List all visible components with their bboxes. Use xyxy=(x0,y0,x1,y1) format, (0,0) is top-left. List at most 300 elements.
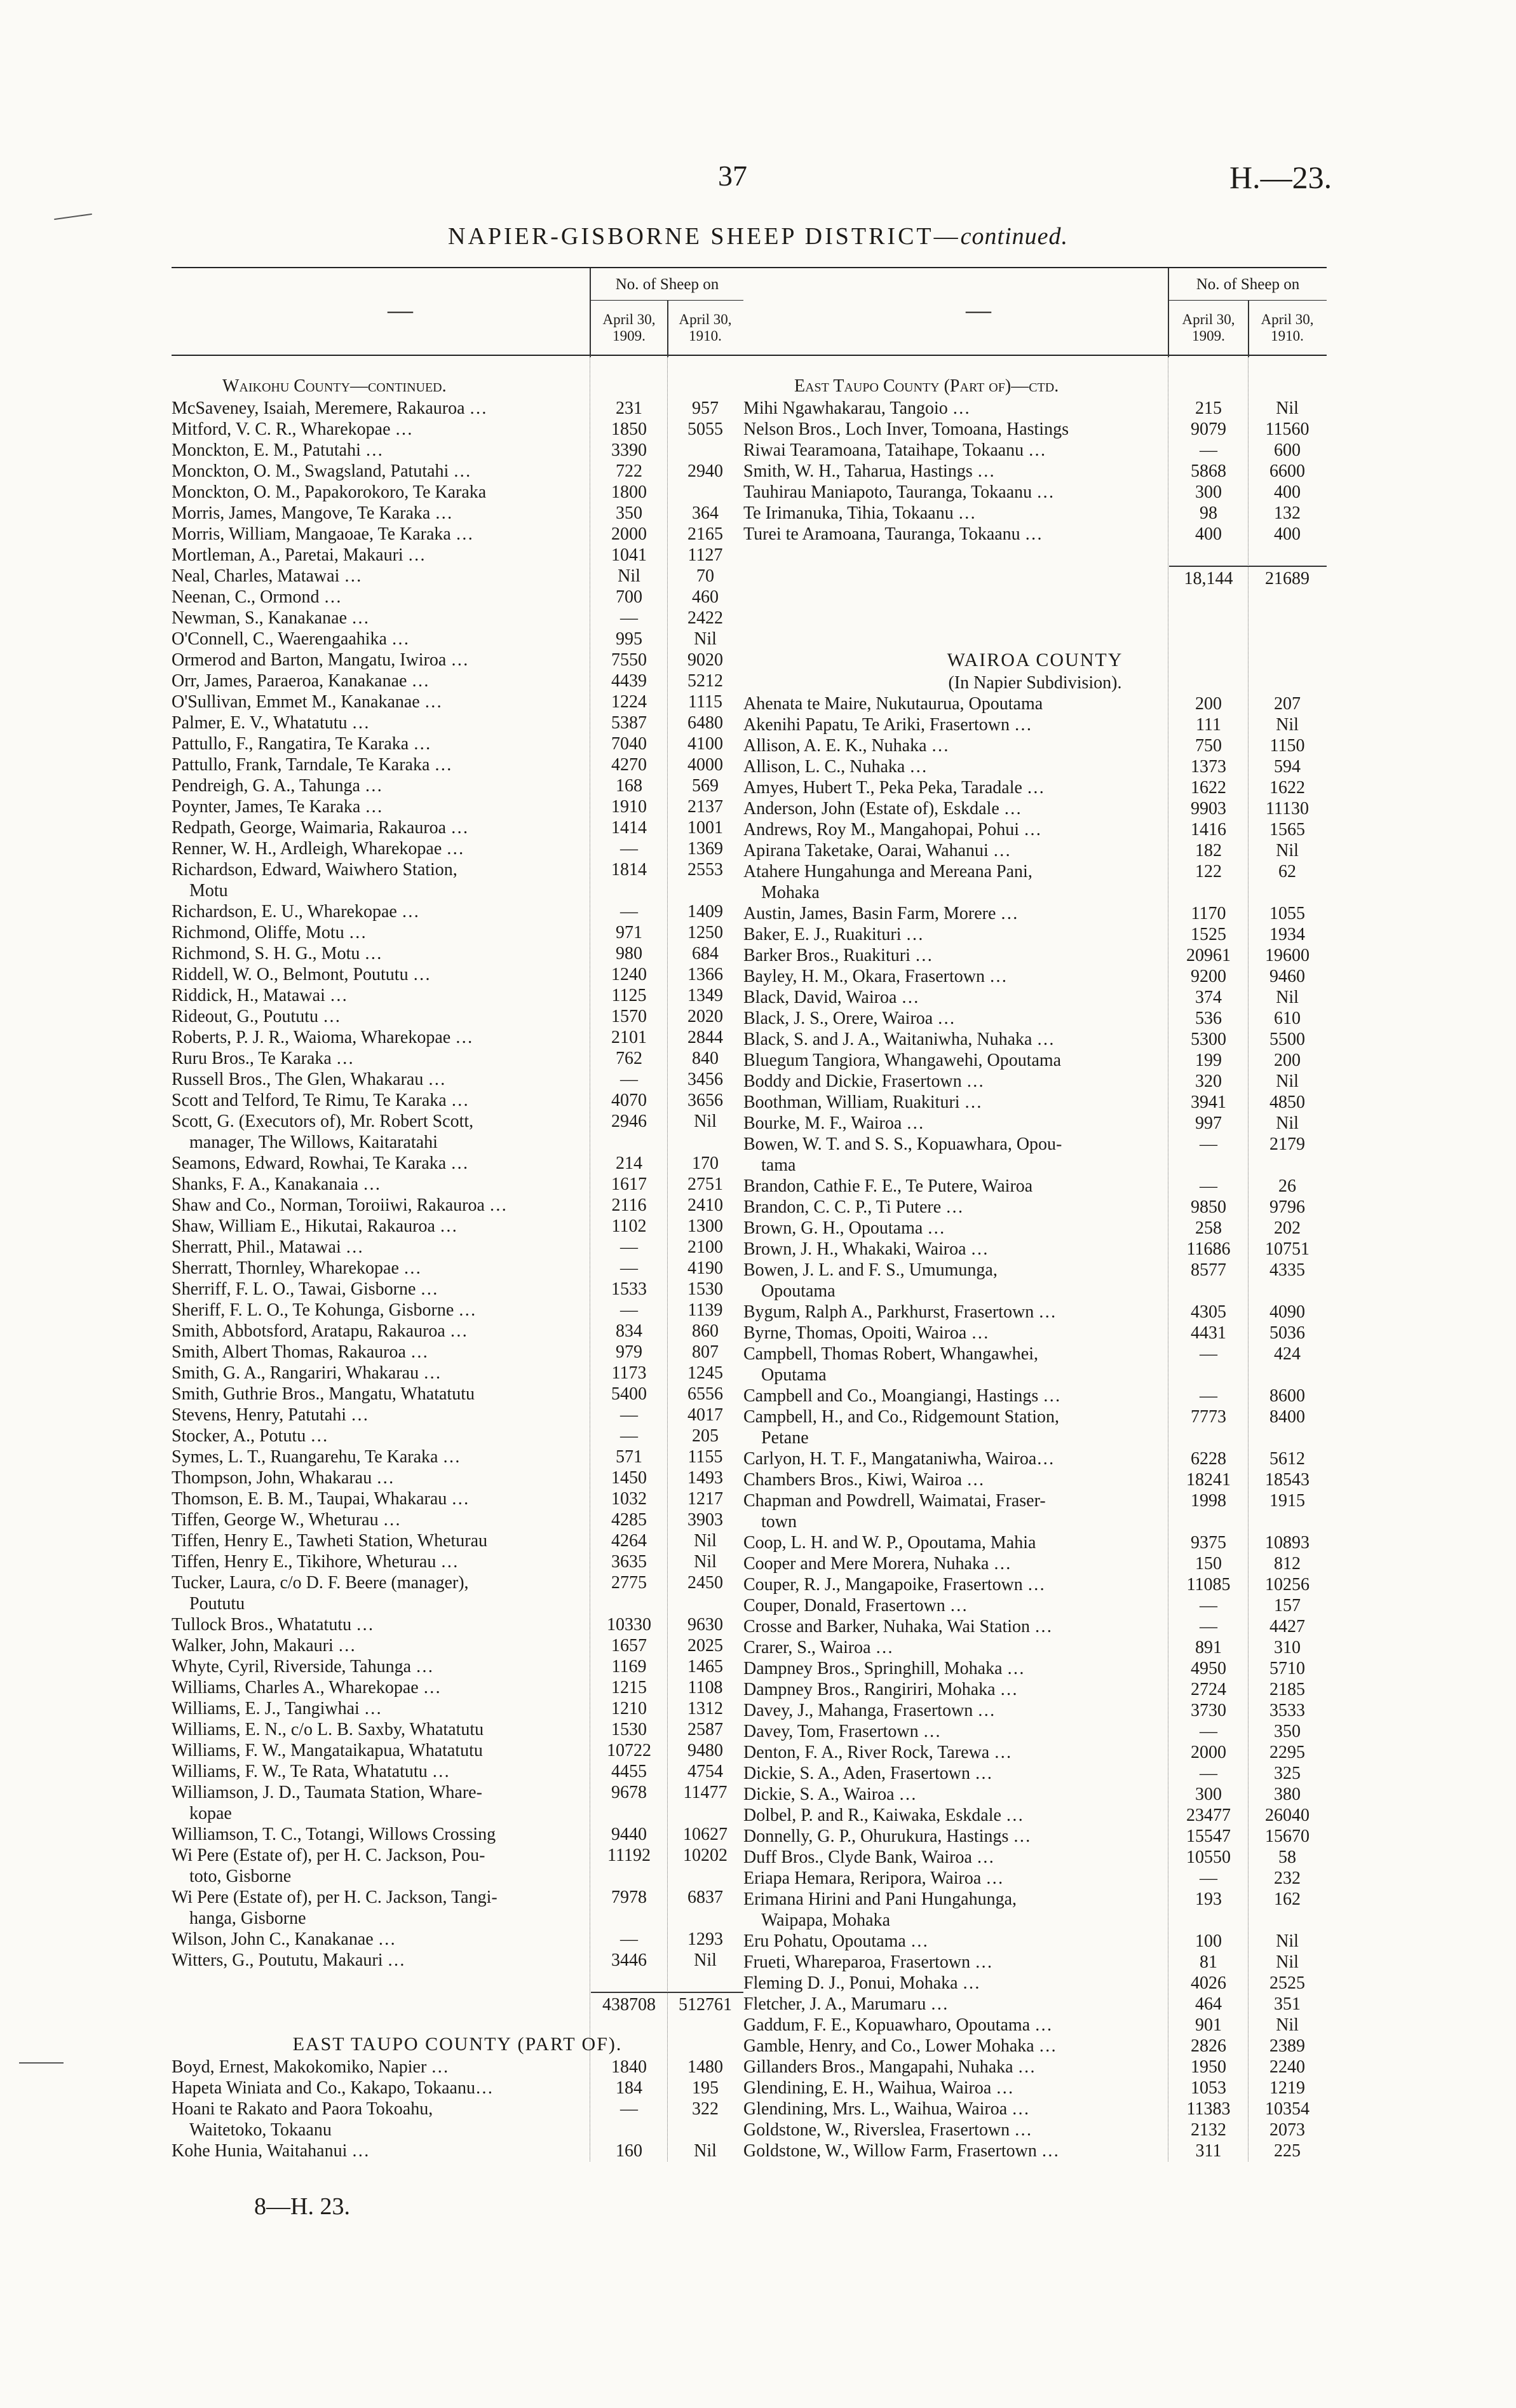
title-italic: continued. xyxy=(960,223,1068,250)
table-row xyxy=(172,608,743,629)
entry-name: Goldstone, W., Riverslea, Frasertown … xyxy=(743,2120,1032,2140)
sheep-1909: 81 xyxy=(1200,1952,1217,1972)
entry-name: Pattullo, F., Rangatira, Te Karaka … xyxy=(172,734,431,754)
table-row xyxy=(743,1637,1327,1658)
table-row xyxy=(172,1740,743,1761)
entry-name: Bowen, W. T. and S. S., Kopuawhara, Opou- xyxy=(743,1134,1062,1154)
sheep-1910: 3456 xyxy=(687,1070,723,1089)
entry-name: Motu xyxy=(189,881,228,901)
table-row xyxy=(172,1006,743,1027)
entry-name: Williams, F. W., Mangataikapua, Whatatutu xyxy=(172,1741,483,1760)
sheep-1910: 10893 xyxy=(1265,1533,1310,1553)
margin-mark-top xyxy=(54,214,92,220)
entry-name: Bourke, M. F., Wairoa … xyxy=(743,1113,924,1133)
page-title xyxy=(0,222,1516,250)
entry-name: Pendreigh, G. A., Tahunga … xyxy=(172,776,382,796)
sheep-1909: 18,144 xyxy=(1184,569,1233,588)
entry-name: Palmer, E. V., Whatatutu … xyxy=(172,713,370,733)
sheep-1909: 214 xyxy=(616,1153,642,1173)
table-row xyxy=(172,1887,743,1908)
entry-name: Oputama xyxy=(761,1365,827,1385)
entry-name: Riddick, H., Matawai … xyxy=(172,986,348,1005)
sheep-1910: Nil xyxy=(1276,1952,1299,1972)
table-row xyxy=(172,754,743,775)
table-row xyxy=(172,1866,743,1887)
entry-name: Shanks, F. A., Kanakanaia … xyxy=(172,1174,381,1194)
table-row xyxy=(743,1889,1327,1910)
sheep-1909: 1800 xyxy=(611,482,647,502)
table-row xyxy=(743,945,1327,966)
entry-name: Frueti, Whareparoa, Frasertown … xyxy=(743,1952,993,1972)
sheep-1910: 8600 xyxy=(1269,1386,1305,1406)
table-row xyxy=(743,1616,1327,1637)
table-row xyxy=(743,1469,1327,1490)
sheep-1909: 901 xyxy=(1195,2015,1222,2035)
sheep-1910: 2553 xyxy=(687,860,723,880)
sheep-1910: 1622 xyxy=(1269,778,1305,798)
table-row xyxy=(743,2036,1327,2057)
entry-name: Smith, G. A., Rangariri, Whakarau … xyxy=(172,1363,442,1383)
table-row xyxy=(172,419,743,440)
sheep-1909: 1210 xyxy=(611,1699,647,1718)
sheep-1910: 5710 xyxy=(1269,1659,1305,1678)
entry-name: Bygum, Ralph A., Parkhurst, Frasertown … xyxy=(743,1302,1057,1322)
sheep-1910: 2587 xyxy=(687,1720,723,1739)
table-row xyxy=(743,903,1327,924)
table-row xyxy=(172,1845,743,1866)
sheep-1909: 3446 xyxy=(611,1950,647,1970)
table-row xyxy=(743,1406,1327,1427)
sheep-1910: 400 xyxy=(1274,482,1301,502)
sheep-1910: 195 xyxy=(692,2078,719,2098)
table-row xyxy=(172,1908,743,1929)
sheep-1910: 1108 xyxy=(687,1678,723,1697)
sheep-1910: Nil xyxy=(694,1552,717,1572)
sheep-1909: 5300 xyxy=(1191,1030,1226,1049)
sheep-1910: 424 xyxy=(1274,1344,1301,1364)
sheep-1910: 6556 xyxy=(687,1384,723,1404)
entry-name: Brown, J. H., Whakaki, Wairoa … xyxy=(743,1239,989,1259)
table-row xyxy=(172,712,743,733)
left-header-divider-b xyxy=(667,300,668,357)
entry-name: Andrews, Roy M., Mangahopai, Pohui … xyxy=(743,820,1041,840)
table-row xyxy=(172,1111,743,1132)
sheep-1910: 207 xyxy=(1274,694,1301,714)
sheep-1910: 70 xyxy=(696,566,714,586)
entry-name: Akenihi Papatu, Te Ariki, Frasertown … xyxy=(743,715,1032,735)
sheep-1910: Nil xyxy=(694,629,717,649)
sheep-1909: — xyxy=(620,608,638,628)
sheep-1909: 995 xyxy=(616,629,642,649)
table-row xyxy=(743,1176,1327,1197)
sheep-1910: 2165 xyxy=(687,524,723,544)
table-row xyxy=(743,1973,1327,1994)
left-header-dash: — xyxy=(388,296,413,324)
table-row xyxy=(172,901,743,922)
entry-name: tama xyxy=(761,1155,796,1175)
entry-name: Campbell, H., and Co., Ridgemount Station, xyxy=(743,1407,1059,1427)
sheep-1910: 157 xyxy=(1274,1596,1301,1616)
sheep-1909: 4026 xyxy=(1191,1973,1226,1993)
sheep-1909: 9850 xyxy=(1191,1197,1226,1217)
sheep-1909: — xyxy=(1200,1617,1217,1636)
table-row xyxy=(743,1511,1327,1532)
title-main: NAPIER-GISBORNE SHEEP DISTRICT— xyxy=(448,223,961,250)
sheep-1909: 9903 xyxy=(1191,799,1226,819)
sheep-1910: 9020 xyxy=(687,650,723,670)
entry-name: Wi Pere (Estate of), per H. C. Jackson, Pou- xyxy=(172,1846,485,1865)
sheep-1910: Nil xyxy=(694,1112,717,1131)
sheep-1909: 7978 xyxy=(611,1888,647,1907)
sheep-1909: 4455 xyxy=(611,1762,647,1781)
entry-name: Bluegum Tangiora, Whangawehi, Opoutama xyxy=(743,1051,1062,1070)
sheep-1910: 1480 xyxy=(687,2057,723,2077)
entry-name: Bowen, J. L. and F. S., Umumunga, xyxy=(743,1260,998,1280)
table-row xyxy=(172,1090,743,1111)
entry-name: Dampney Bros., Springhill, Mohaka … xyxy=(743,1659,1025,1678)
table-row xyxy=(172,1803,743,1824)
sheep-1909: 9079 xyxy=(1191,419,1226,439)
sheep-1910: 350 xyxy=(1274,1722,1301,1741)
entry-name: Brown, G. H., Opoutama … xyxy=(743,1218,945,1238)
entry-name: Ormerod and Barton, Mangatu, Iwiroa … xyxy=(172,650,469,670)
sheep-1909: 1850 xyxy=(611,419,647,439)
sheep-1910: 957 xyxy=(692,398,719,418)
table-row xyxy=(172,1950,743,1971)
entry-name: Russell Bros., The Glen, Whakarau … xyxy=(172,1070,446,1089)
sheep-1910: 4850 xyxy=(1269,1092,1305,1112)
sheep-1909: 7773 xyxy=(1191,1407,1226,1427)
entry-name: Smith, Abbotsford, Aratapu, Rakauroa … xyxy=(172,1321,468,1341)
entry-name: Tiffen, George W., Wheturau … xyxy=(172,1510,401,1530)
sheep-1909: 980 xyxy=(616,944,642,963)
sheep-1910: 205 xyxy=(692,1426,719,1446)
table-row xyxy=(172,461,743,482)
left-column xyxy=(172,267,743,2161)
sheep-1910: 11477 xyxy=(683,1783,728,1802)
sheep-1910: 2410 xyxy=(687,1195,723,1215)
sheep-1910: 2295 xyxy=(1269,1743,1305,1762)
table-row xyxy=(172,2057,743,2078)
sheep-1909: 300 xyxy=(1195,1785,1222,1804)
sheep-1909: 311 xyxy=(1195,2141,1222,2161)
sheep-1909: — xyxy=(620,2099,638,2119)
sheep-1909: 4070 xyxy=(611,1091,647,1110)
sheep-1909: 536 xyxy=(1195,1009,1222,1028)
entry-name: East Taupo County (Part of)—ctd. xyxy=(794,376,1059,396)
sheep-1909: 3730 xyxy=(1191,1701,1226,1720)
entry-name: Riwai Tearamoana, Tataihape, Tokaanu … xyxy=(743,440,1046,460)
entry-name: Rideout, G., Poututu … xyxy=(172,1007,341,1026)
entry-name: Donnelly, G. P., Ohurukura, Hastings … xyxy=(743,1826,1031,1846)
sheep-1909: 168 xyxy=(616,776,642,796)
sheep-1910: 9480 xyxy=(687,1741,723,1760)
entry-name: Anderson, John (Estate of), Eskdale … xyxy=(743,799,1022,819)
table-row xyxy=(743,1050,1327,1071)
sheep-1909: 997 xyxy=(1195,1113,1222,1133)
table-row xyxy=(743,1427,1327,1448)
sheep-1909: 4270 xyxy=(611,755,647,775)
sheep-1909: 231 xyxy=(616,398,642,418)
sheep-1909: 111 xyxy=(1196,715,1221,735)
table-row xyxy=(743,966,1327,987)
entry-name: Mohaka xyxy=(761,883,820,902)
sheep-1910: 2844 xyxy=(687,1028,723,1047)
sheep-1909: 1814 xyxy=(611,860,647,880)
table-row xyxy=(743,587,1327,608)
table-row xyxy=(743,735,1327,756)
sheep-1910: 2389 xyxy=(1269,2036,1305,2056)
entry-name: Richmond, Oliffe, Motu … xyxy=(172,923,367,942)
table-row xyxy=(743,798,1327,819)
entry-name: (In Napier Subdivision). xyxy=(948,673,1122,693)
document-code: H.—23. xyxy=(1229,160,1332,195)
entry-name: Campbell and Co., Moangiangi, Hastings … xyxy=(743,1386,1061,1406)
sheep-1909: 1032 xyxy=(611,1489,647,1509)
left-header-divider-a xyxy=(590,268,591,357)
table-row xyxy=(743,461,1327,482)
sheep-1909: — xyxy=(1200,1764,1217,1783)
entry-name: Atahere Hungahunga and Mereana Pani, xyxy=(743,862,1032,881)
sheep-1910: 2025 xyxy=(687,1636,723,1656)
right-header-1909: April 30, 1909. xyxy=(1182,311,1235,344)
entry-name: Kohe Hunia, Waitahanui … xyxy=(172,2141,370,2161)
table-row xyxy=(743,1155,1327,1176)
entry-name: Hapeta Winiata and Co., Kakapo, Tokaanu… xyxy=(172,2078,493,2098)
table-row xyxy=(743,2015,1327,2036)
sheep-1910: 4017 xyxy=(687,1405,723,1425)
sheep-1909: 3635 xyxy=(611,1552,647,1572)
sheep-1909: 11192 xyxy=(607,1846,651,1865)
sheep-1909: 9200 xyxy=(1191,967,1226,986)
table-row xyxy=(172,1321,743,1342)
sheep-1909: 1224 xyxy=(611,692,647,712)
sheep-1909: 193 xyxy=(1195,1889,1222,1909)
sheep-1910: 1465 xyxy=(687,1657,723,1677)
table-row xyxy=(743,608,1327,629)
entry-name: Eru Pohatu, Opoutama … xyxy=(743,1931,928,1951)
entry-name: Byrne, Thomas, Opoiti, Wairoa … xyxy=(743,1323,989,1343)
sheep-1909: 9375 xyxy=(1191,1533,1226,1553)
table-row xyxy=(172,1363,743,1384)
sheep-1910: 1300 xyxy=(687,1216,723,1236)
table-row xyxy=(172,1132,743,1153)
entry-name: Glendining, Mrs. L., Waihua, Wairoa … xyxy=(743,2099,1030,2119)
table-row xyxy=(743,693,1327,714)
entry-name: Petane xyxy=(761,1428,809,1448)
sheep-1909: 2946 xyxy=(611,1112,647,1131)
table-row xyxy=(743,1532,1327,1553)
entry-name: WAIROA COUNTY xyxy=(947,650,1123,670)
entry-name: Waitetoko, Tokaanu xyxy=(189,2120,332,2140)
entry-name: Bayley, H. M., Okara, Frasertown … xyxy=(743,967,1007,986)
table-row xyxy=(743,1092,1327,1113)
entry-name: Cooper and Mere Morera, Nuhaka … xyxy=(743,1554,1012,1574)
sheep-1910: 10202 xyxy=(683,1846,728,1865)
entry-name: Walker, John, Makauri … xyxy=(172,1636,356,1656)
entry-name: Tauhirau Maniapoto, Tauranga, Tokaanu … xyxy=(743,482,1055,502)
sheep-1909: 1170 xyxy=(1191,904,1226,923)
table-row xyxy=(743,861,1327,882)
entry-name: Dolbel, P. and R., Kaiwaka, Eskdale … xyxy=(743,1806,1024,1825)
sheep-1910: 812 xyxy=(1274,1554,1301,1574)
sheep-1910: Nil xyxy=(694,2141,717,2161)
sheep-1910: 4335 xyxy=(1269,1260,1305,1280)
entry-name: Turei te Aramoana, Tauranga, Tokaanu … xyxy=(743,524,1043,544)
entry-name: Coop, L. H. and W. P., Opoutama, Mahia xyxy=(743,1533,1036,1553)
sheep-1909: 971 xyxy=(616,923,642,942)
table-row xyxy=(172,670,743,691)
sheep-1909: 4285 xyxy=(611,1510,647,1530)
sheep-1910: 1055 xyxy=(1269,904,1305,923)
sheep-1909: 1910 xyxy=(611,797,647,817)
sheep-1909: 10722 xyxy=(607,1741,651,1760)
entry-name: Austin, James, Basin Farm, Morere … xyxy=(743,904,1019,923)
column-divider xyxy=(1248,356,1249,2161)
entry-name: Duff Bros., Clyde Bank, Wairoa … xyxy=(743,1847,994,1867)
entry-name: Tiffen, Henry E., Tikihore, Wheturau … xyxy=(172,1552,459,1572)
sheep-1909: 10550 xyxy=(1186,1847,1231,1867)
sheep-1910: 600 xyxy=(1274,440,1301,460)
entry-name: Brandon, Cathie F. E., Te Putere, Wairoa xyxy=(743,1176,1033,1196)
table-row xyxy=(172,440,743,461)
sheep-1910: 351 xyxy=(1274,1994,1301,2014)
table-row xyxy=(743,1281,1327,1302)
entry-name: Ahenata te Maire, Nukutaurua, Opoutama xyxy=(743,694,1043,714)
entry-name: Williams, E. N., c/o L. B. Saxby, Whatatutu xyxy=(172,1720,484,1739)
entry-name: McSaveney, Isaiah, Meremere, Rakauroa … xyxy=(172,398,487,418)
sheep-1910: 5036 xyxy=(1269,1323,1305,1343)
sheep-1910: 9630 xyxy=(687,1615,723,1635)
table-row xyxy=(743,1826,1327,1847)
table-row xyxy=(172,1446,743,1467)
entry-name: Davey, Tom, Frasertown … xyxy=(743,1722,941,1741)
sheep-1910: 840 xyxy=(692,1049,719,1068)
sheep-1910: 610 xyxy=(1274,1009,1301,1028)
table-row xyxy=(172,1195,743,1216)
sheep-1910: Nil xyxy=(694,1950,717,1970)
entry-name: Wilson, John C., Kanakanae … xyxy=(172,1929,396,1949)
sheep-1909: 700 xyxy=(616,587,642,607)
table-row xyxy=(172,2140,743,2161)
sheep-1910: 4190 xyxy=(687,1258,723,1278)
sheep-1909: 1840 xyxy=(611,2057,647,2077)
sheep-1910: 310 xyxy=(1274,1638,1301,1657)
table-row xyxy=(743,1385,1327,1406)
table-row xyxy=(172,1929,743,1950)
sheep-1910: 684 xyxy=(692,944,719,963)
sheep-1909: 1041 xyxy=(611,545,647,565)
entry-name: Baker, E. J., Ruakituri … xyxy=(743,925,924,944)
table-row xyxy=(743,882,1327,903)
sheep-1909: 9678 xyxy=(611,1783,647,1802)
table-row xyxy=(172,859,743,880)
entry-name: Riddell, W. O., Belmont, Poututu … xyxy=(172,965,431,984)
left-table-header xyxy=(172,267,743,356)
table-row xyxy=(743,756,1327,777)
sheep-1910: 1219 xyxy=(1269,2078,1305,2098)
sheep-1909: 1533 xyxy=(611,1279,647,1299)
sheep-1909: — xyxy=(1200,1868,1217,1888)
sheep-1909: — xyxy=(1200,1344,1217,1364)
entry-name: Shaw, William E., Hikutai, Rakauroa … xyxy=(172,1216,457,1236)
sheep-1910: 62 xyxy=(1278,862,1296,881)
sheep-1909: — xyxy=(1200,1596,1217,1616)
entry-name: Monckton, O. M., Swagsland, Patutahi … xyxy=(172,461,471,481)
table-row xyxy=(743,1343,1327,1364)
table-row xyxy=(172,1069,743,1090)
entry-name: Boothman, William, Ruakituri … xyxy=(743,1092,982,1112)
sheep-1910: 1366 xyxy=(687,965,723,984)
sheep-1910: 5212 xyxy=(687,671,723,691)
table-row xyxy=(743,987,1327,1008)
sheep-1910: 6600 xyxy=(1269,461,1305,481)
sheep-1910: 19600 xyxy=(1265,946,1310,965)
table-row xyxy=(172,1174,743,1195)
table-row xyxy=(743,1490,1327,1511)
sheep-1909: Nil xyxy=(618,566,640,586)
entry-name: Morris, William, Mangaoae, Te Karaka … xyxy=(172,524,473,544)
sheep-1910: 10256 xyxy=(1265,1575,1310,1595)
entry-name: Renner, W. H., Ardleigh, Wharekopae … xyxy=(172,839,464,859)
sheep-1909: 100 xyxy=(1195,1931,1222,1951)
table-row xyxy=(743,2057,1327,2078)
sheep-1909: 9440 xyxy=(611,1825,647,1844)
sheep-1910: 2422 xyxy=(687,608,723,628)
entry-name: O'Connell, C., Waerengaahika … xyxy=(172,629,409,649)
sheep-1909: — xyxy=(620,1300,638,1320)
entry-name: Mortleman, A., Paretai, Makauri … xyxy=(172,545,426,565)
entry-name: toto, Gisborne xyxy=(189,1867,292,1886)
section-heading xyxy=(172,2034,743,2057)
entry-name: Sherratt, Thornley, Wharekopae … xyxy=(172,1258,421,1278)
entry-name: Symes, L. T., Ruangarehu, Te Karaka … xyxy=(172,1447,461,1467)
right-header-group: No. of Sheep on xyxy=(1196,276,1300,293)
table-row xyxy=(172,1614,743,1635)
sheep-1910: 26040 xyxy=(1265,1806,1310,1825)
table-row xyxy=(743,1029,1327,1050)
table-row xyxy=(172,398,743,419)
sheep-1910: Nil xyxy=(1276,988,1299,1007)
entry-name: O'Sullivan, Emmet M., Kanakanae … xyxy=(172,692,442,712)
sheep-1910: 1001 xyxy=(687,818,723,838)
table-row xyxy=(172,1593,743,1614)
sheep-1910: 21689 xyxy=(1265,569,1310,588)
table-row xyxy=(172,1405,743,1425)
entry-name: Mihi Ngawhakarau, Tangoio … xyxy=(743,398,970,418)
entry-name: Chapman and Powdrell, Waimatai, Fraser- xyxy=(743,1491,1046,1511)
sheep-1909: 762 xyxy=(616,1049,642,1068)
table-row xyxy=(172,482,743,503)
entry-name: Ruru Bros., Te Karaka … xyxy=(172,1049,354,1068)
sheep-1910: 8400 xyxy=(1269,1407,1305,1427)
table-row xyxy=(743,1260,1327,1281)
sheep-1910: 1127 xyxy=(687,545,723,565)
table-row xyxy=(172,2119,743,2140)
table-row xyxy=(743,1302,1327,1323)
table-row xyxy=(172,1719,743,1740)
sheep-1910: 460 xyxy=(692,587,719,607)
entry-name: Poututu xyxy=(189,1594,245,1614)
table-row xyxy=(743,1553,1327,1574)
sheep-1909: — xyxy=(620,1426,638,1446)
right-table-body xyxy=(743,356,1327,2161)
entry-name: Carlyon, H. T. F., Mangataniwha, Wairoa… xyxy=(743,1449,1055,1469)
entry-name: Gamble, Henry, and Co., Lower Mohaka … xyxy=(743,2036,1057,2056)
sheep-1909: 15547 xyxy=(1186,1826,1231,1846)
table-row xyxy=(743,2119,1327,2140)
sheep-1909: 1373 xyxy=(1191,757,1226,777)
